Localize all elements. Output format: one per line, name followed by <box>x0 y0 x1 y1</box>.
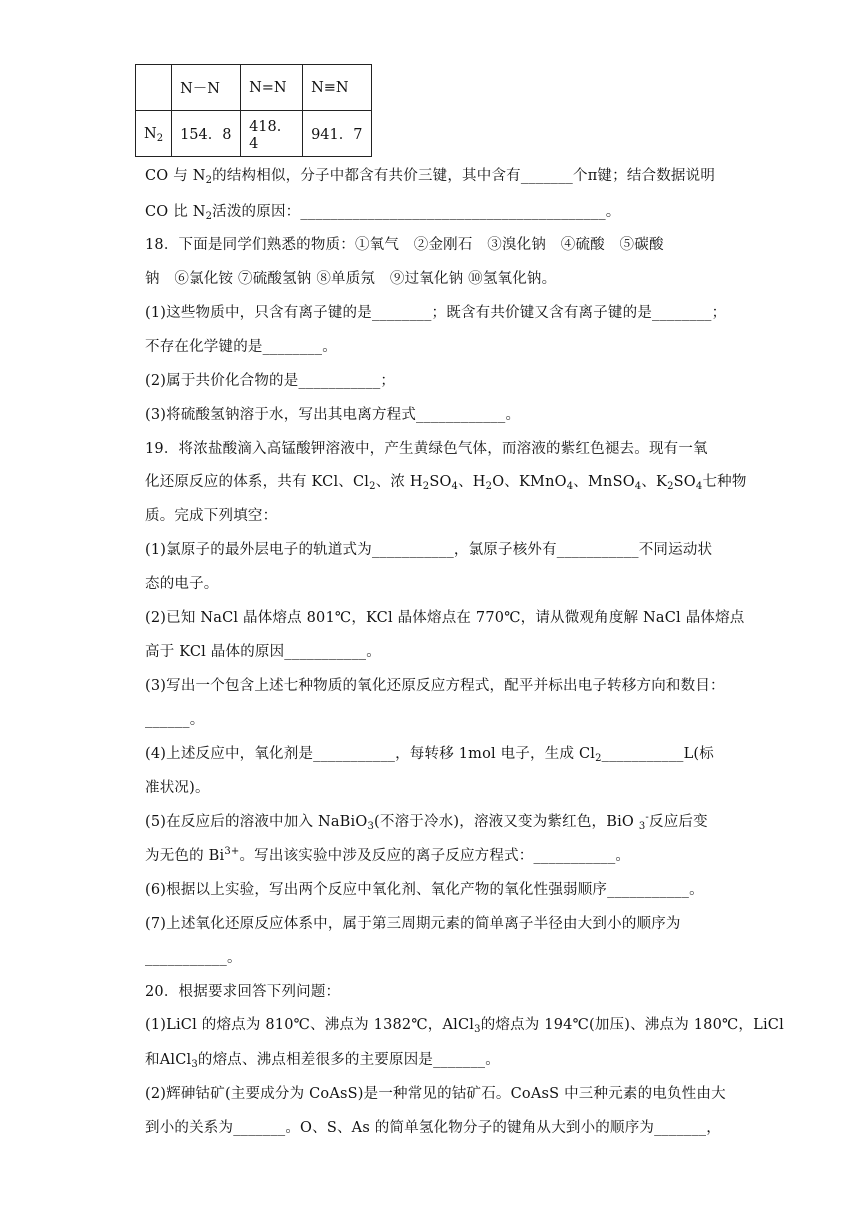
text-run: 化还原反应的体系，共有 KCl、Cl <box>145 474 370 490</box>
table-cell: 941．7 <box>303 111 372 157</box>
text-run: (2)已知 NaCl 晶体熔点 801℃，KCl 晶体熔点在 770℃，请从微观角度解 NaCl 晶体熔点 <box>145 610 745 626</box>
text-run: (1)这些物质中，只含有离子键的是________；既含有共价键又含有离子键的是________； <box>145 305 727 321</box>
table-header-row <box>136 65 372 111</box>
text-run: 和AlCl <box>145 1052 192 1068</box>
text-run: (4)上述反应中，氧化剂是___________，每转移 1mol 电子，生成 Cl <box>145 746 596 762</box>
text-run: 质。完成下列填空： <box>145 508 278 524</box>
subscript: 3 <box>474 1024 481 1035</box>
text-line <box>145 233 664 254</box>
text-run: 、浓 H <box>375 474 423 490</box>
text-line <box>145 1082 726 1103</box>
text-run: 活泼的原因：_________________________________________。 <box>212 204 621 220</box>
text-line <box>145 200 621 221</box>
text-line <box>145 369 395 390</box>
text-run: CO 比 N <box>145 204 206 220</box>
subscript: 4 <box>566 481 574 492</box>
table-row <box>136 111 372 157</box>
superscript: 3+ <box>224 846 240 857</box>
text-line <box>145 470 747 491</box>
text-run: 反应后变 <box>649 814 708 830</box>
table-header-cell: N≡N <box>303 65 372 111</box>
text-run: 为无色的 Bi <box>145 848 225 864</box>
text-line <box>145 267 556 288</box>
table-row-label <box>136 111 172 157</box>
text-line <box>145 301 726 322</box>
text-line <box>145 335 337 356</box>
text-run: (3)写出一个包含上述七种物质的氧化还原反应方程式，配平并标出电子转移方向和数目： <box>145 678 725 694</box>
text-run: SO <box>429 474 452 490</box>
text-run: (3)将硫酸氢钠溶于水，写出其电离方程式____________。 <box>145 407 521 423</box>
text-run: 19．将浓盐酸滴入高锰酸钾溶液中，产生黄绿色气体，而溶液的紫红色褪去。现有一氧 <box>145 441 708 457</box>
text-run: 准状况)。 <box>145 780 210 796</box>
text-line <box>145 708 204 729</box>
table-cell: 154．8 <box>172 111 241 157</box>
table-cell: 418．4 <box>241 111 303 157</box>
text-run: 的熔点、沸点相差很多的主要原因是_______。 <box>197 1052 500 1068</box>
text-run: ___________L(标 <box>601 746 714 762</box>
table-header-cell: N－N <box>172 65 241 111</box>
subscript: 2 <box>667 481 674 492</box>
text-run: 的熔点为 194℃(加压)、沸点为 180℃，LiCl <box>480 1017 784 1033</box>
table-header-cell: N=N <box>241 65 303 111</box>
text-line <box>145 1013 784 1034</box>
text-line <box>145 742 714 763</box>
text-line <box>145 403 520 424</box>
text-run: 的结构相似，分子中都含有共价三键，其中含有_______个π键；结合数据说明 <box>212 168 716 184</box>
text-line <box>145 164 715 185</box>
text-line <box>145 606 745 627</box>
text-run: (7)上述氧化还原反应体系中，属于第三周期元素的简单离子半径由大到小的顺序为 <box>145 916 681 932</box>
text-line <box>145 776 210 797</box>
text-line <box>145 437 708 458</box>
text-run: (1)LiCl 的熔点为 810℃、沸点为 1382℃，AlCl <box>145 1017 475 1033</box>
subscript: 4 <box>634 481 642 492</box>
subscript: 2 <box>485 481 493 492</box>
subscript: 2 <box>205 211 213 222</box>
subscript: 2 <box>205 175 213 186</box>
row-label-subscript: 2 <box>156 132 164 144</box>
table-header-cell <box>136 65 172 111</box>
row-label-text: N <box>144 125 157 142</box>
text-run: 、K <box>641 474 668 490</box>
text-line <box>145 572 219 593</box>
superscript: - <box>645 812 649 823</box>
subscript: 3 <box>191 1059 198 1070</box>
text-run: ______。 <box>145 712 205 728</box>
text-line <box>145 844 630 865</box>
text-run: O、KMnO <box>492 474 567 490</box>
text-line <box>145 912 681 933</box>
text-run: CO 与 N <box>145 168 206 184</box>
text-run: 18．下面是同学们熟悉的物质：①氧气 ②金刚石 ③溴化钠 ④硫酸 ⑤碳酸 <box>145 237 664 253</box>
subscript: 4 <box>451 481 459 492</box>
text-run: 到小的关系为_______。O、S、As 的简单氢化物分子的键角从大到小的顺序为_______， <box>145 1120 721 1136</box>
text-run: 、H <box>458 474 486 490</box>
subscript: 2 <box>595 753 602 764</box>
text-run: 、MnSO <box>573 474 635 490</box>
subscript: 3 <box>367 821 375 832</box>
text-run: 。写出该实验中涉及反应的离子反应方程式：___________。 <box>239 848 631 864</box>
text-line <box>145 810 708 831</box>
text-run: 态的电子。 <box>145 576 219 592</box>
text-run: 七种物 <box>702 474 747 490</box>
text-line <box>145 504 277 525</box>
text-run: (6)根据以上实验，写出两个反应中氧化剂、氧化产物的氧化性强弱顺序___________。 <box>145 882 704 898</box>
text-run: 钠 ⑥氯化铵 ⑦硫酸氢钠 ⑧单质氖 ⑨过氧化钠 ⑩氢氧化钠。 <box>145 271 557 287</box>
subscript: 4 <box>695 481 703 492</box>
text-line <box>145 538 712 559</box>
text-line <box>145 980 340 1001</box>
text-run: 20．根据要求回答下列问题： <box>145 984 341 1000</box>
text-run: 高于 KCl 晶体的原因___________。 <box>145 644 381 660</box>
text-line <box>145 878 704 899</box>
text-run: SO <box>673 474 696 490</box>
text-run: ___________。 <box>145 950 242 966</box>
subscript: 3 <box>638 821 646 832</box>
text-line <box>145 1116 721 1137</box>
bond-energy-table <box>135 64 372 157</box>
text-run: (不溶于冷水)，溶液又变为紫红色，BiO <box>374 814 639 830</box>
text-line <box>145 1048 500 1069</box>
subscript: 2 <box>369 481 376 492</box>
text-run: (5)在反应后的溶液中加入 NaBiO <box>145 814 368 830</box>
text-run: 不存在化学键的是________。 <box>145 339 337 355</box>
text-run: (2)属于共价化合物的是___________； <box>145 373 396 389</box>
text-line <box>145 946 242 967</box>
subscript: 2 <box>422 481 430 492</box>
text-run: (2)辉砷钴矿(主要成分为 CoAsS)是一种常见的钴矿石。CoAsS 中三种元素的电负性由大 <box>145 1086 726 1102</box>
text-run: (1)氯原子的最外层电子的轨道式为___________，氯原子核外有___________不同运动状 <box>145 542 713 558</box>
text-line <box>145 640 381 661</box>
text-line <box>145 674 725 695</box>
